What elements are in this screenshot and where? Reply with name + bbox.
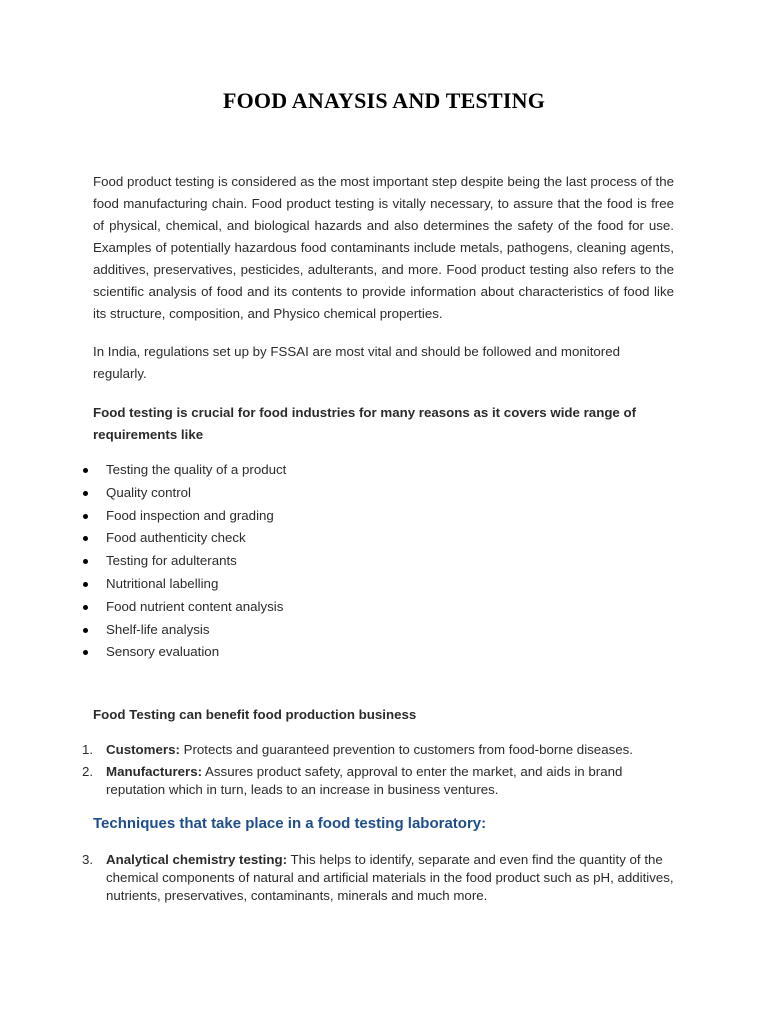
item-term: Analytical chemistry testing: <box>106 852 288 867</box>
item-number: 2. <box>82 764 94 779</box>
list-item: Food inspection and grading <box>0 505 286 528</box>
list-item: Food nutrient content analysis <box>0 596 286 619</box>
list-item: Food authenticity check <box>0 527 286 550</box>
item-term: Manufacturers: <box>106 764 203 779</box>
item-number: 3. <box>82 852 94 867</box>
list-item: Testing for adulterants <box>0 550 286 573</box>
numbered-item <box>0 763 676 799</box>
reasons-heading: Food testing is crucial for food industries for many reasons as it covers wide range of requirements like <box>93 405 637 442</box>
list-item: Sensory evaluation <box>0 641 286 664</box>
list-item: Testing the quality of a product <box>0 459 286 482</box>
item-term: Customers: <box>106 742 180 757</box>
benefits-heading: Food Testing can benefit food production business <box>93 707 417 722</box>
reasons-list <box>0 459 286 664</box>
list-item: Shelf-life analysis <box>0 619 286 642</box>
item-number: 1. <box>82 742 94 757</box>
item-text: Assures product safety, approval to enter the market, and aids in brand reputation which in turn, leads to an increase in business ventures. <box>106 764 623 797</box>
numbered-item <box>0 851 676 905</box>
regulation-paragraph: In India, regulations set up by FSSAI are most vital and should be followed and monitored regularly. <box>93 344 621 381</box>
numbered-item <box>0 741 676 759</box>
list-item: Quality control <box>0 482 286 505</box>
benefits-list <box>0 741 700 803</box>
document-title: FOOD ANAYSIS AND TESTING <box>222 88 546 113</box>
item-text: This helps to identify, separate and even find the quantity of the chemical components of natural and artificial materials in the food product such as pH, additives, nutrients, preservatives, contaminants, minerals and much more. <box>106 852 674 903</box>
intro-paragraph: Food product testing is considered as the most important step despite being the last process of the food manufacturing chain. Food product testing is vitally necessary, to assure that the food is free of physical, chemical, and biological hazards and also determines the safety of the food for use. Examples of potentially hazardous food contaminants include metals, pathogens, cleaning agents, additives, preservatives, pesticides, adulterants, and more. Food product testing also refers to the scientific analysis of food and its contents to provide information about characteristics of food like its structure, composition, and Physico chemical properties. <box>93 174 674 321</box>
item-text: Protects and guaranteed prevention to customers from food-borne diseases. <box>179 742 633 757</box>
list-item: Nutritional labelling <box>0 573 286 596</box>
techniques-heading: Techniques that take place in a food testing laboratory: <box>93 815 487 832</box>
techniques-list <box>0 851 700 909</box>
